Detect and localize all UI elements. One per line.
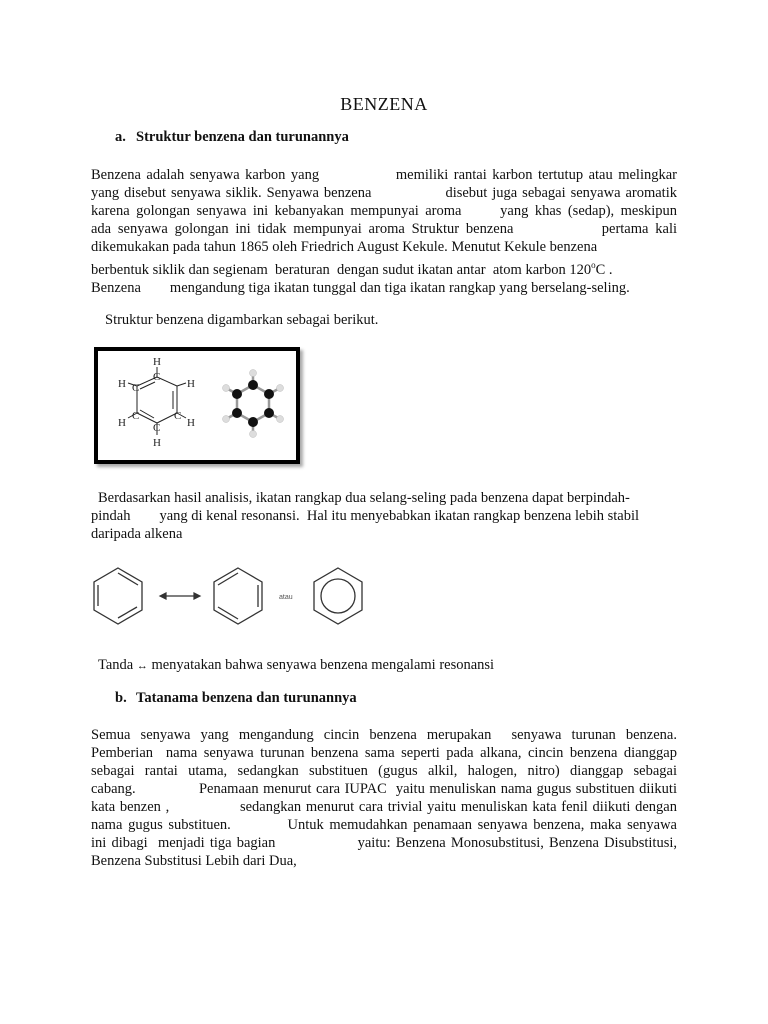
paragraph-line: Semua senyawa yang mengandung cincin benzena merupakan senyawa turunan benzena. (91, 727, 677, 743)
atom-c-label: C (153, 371, 161, 383)
atom-c-label: C (132, 382, 140, 394)
paragraph-line: ini dibagi menjadi tiga bagian yaitu: Benzena Monosubstitusi, Benzena Disubstitusi, (91, 835, 677, 851)
double-arrow-symbol: ↔ (136, 660, 148, 672)
resonance-note (98, 656, 684, 675)
paragraph-line-degree (91, 256, 677, 279)
paragraph-line: Benzena Substitusi Lebih dari Dua, (91, 853, 297, 869)
atom-h-label: H (153, 356, 161, 368)
resonance-paragraph (91, 489, 677, 543)
page-title: BENZENA (340, 94, 428, 114)
atom-h-label: H (187, 417, 195, 429)
paragraph-line: Berdasarkan hasil analisis, ikatan rangkap dua selang-seling pada benzena dapat berpindah- (98, 490, 630, 506)
paragraph-line-text: berbentuk siklik dan segienam beraturan dengan sudut ikatan antar atom karbon 120 (91, 261, 592, 278)
benzene-structure-figure (94, 347, 300, 464)
paragraph-line: ada senyawa golongan ini tidak mempunyai aroma Struktur benzena pertama kali (91, 221, 677, 237)
structure-intro: Struktur benzena digambarkan sebagai berikut. (105, 312, 379, 328)
benzene-structure-svg (98, 351, 296, 460)
benzene-circle-structure (314, 568, 362, 624)
section-a-title: Struktur benzena dan turunannya (136, 129, 349, 145)
atom-h-label: H (118, 417, 126, 429)
resonance-figure (90, 562, 420, 638)
degree-superscript: o (591, 260, 596, 270)
paragraph-line: kata benzen , sedangkan menurut cara trivial yaitu menuliskan kata fenil diikuti dengan (91, 799, 677, 815)
paragraph-line: Pemberian nama senyawa turunan benzena sama seperti pada alkana, cincin benzena dianggap (91, 745, 677, 761)
paragraph-line: dikemukakan pada tahun 1865 oleh Friedrich August Kekule. Menutut Kekule benzena (91, 239, 598, 255)
paragraph-line: nama gugus substituen. Untuk memudahkan penamaan senyawa benzena, maka senyawa (91, 817, 677, 833)
atom-h-label: H (118, 378, 126, 390)
paragraph-line: cabang. Penamaan menurut cara IUPAC yaitu menuliskan nama gugus substituen diikuti (91, 781, 677, 797)
paragraph-line: daripada alkena (91, 526, 183, 542)
note-suffix: menyatakan bahwa senyawa benzena mengalami resonansi (151, 657, 495, 673)
note-prefix: Tanda (98, 657, 134, 673)
paragraph-line: yang disebut senyawa siklik. Senyawa benzena disebut juga sebagai senyawa aromatik (91, 185, 677, 201)
paragraph-line: karena golongan senyawa ini kebanyakan mempunyai aroma yang khas (sedap), meskipun (91, 203, 677, 219)
paragraph-line: sebagai rantai utama, sedangkan substituen (gugus alkil, halogen, nitro) dianggap sebagai (91, 763, 677, 779)
section-b-title: Tatanama benzena dan turunannya (136, 690, 357, 706)
section-b-heading (115, 690, 357, 707)
atom-h-label: H (153, 437, 161, 449)
degree-unit: C . (595, 261, 613, 278)
ball-and-stick-model (223, 370, 284, 438)
section-a-paragraph (91, 166, 677, 297)
kekule-structure-1 (94, 568, 142, 624)
section-b-label: b. (115, 690, 127, 706)
paragraph-line: pindah yang di kenal resonansi. Hal itu menyebabkan ikatan rangkap benzena lebih stabil (91, 508, 640, 524)
atom-c-label: C (132, 410, 140, 422)
resonance-arrow (160, 593, 200, 599)
kekule-structure-2 (214, 568, 262, 624)
section-a-heading (115, 129, 349, 146)
section-a-label: a. (115, 129, 126, 145)
section-b-paragraph (91, 726, 677, 870)
atom-c-label: C (153, 422, 161, 434)
paragraph-line: Benzena adalah senyawa karbon yang memiliki rantai karbon tertutup atau melingkar (91, 167, 677, 183)
atom-c-label: C (174, 410, 182, 422)
paragraph-line: Benzena mengandung tiga ikatan tunggal dan tiga ikatan rangkap yang berselang-seling. (91, 279, 630, 296)
or-label: atau (279, 594, 293, 601)
atom-h-label: H (187, 378, 195, 390)
